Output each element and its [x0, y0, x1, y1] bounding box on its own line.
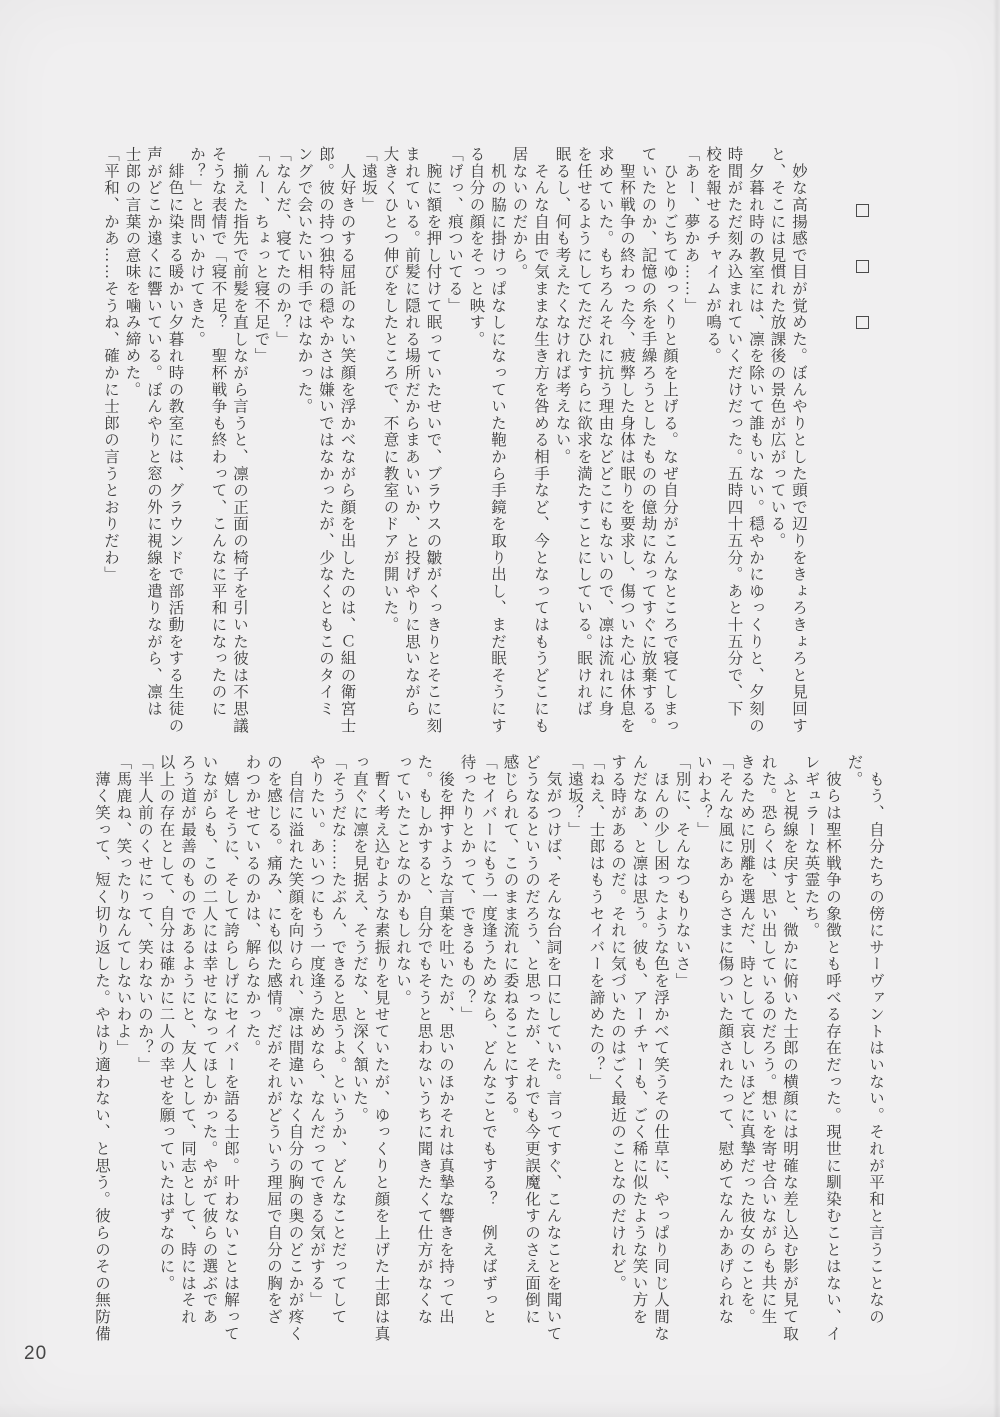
text-line: だ。: [845, 754, 863, 788]
text-line: やりたい。あいつにもう一度逢うためなら、なんだってできる気がする」: [308, 754, 325, 1309]
text-line: 「げっ、痕ついてる」: [446, 146, 463, 314]
text-line: ほんの少し困ったような色を浮かべて笑うその仕草に、やっぱり同じ人間な: [652, 754, 669, 1342]
text-line: きるために別離を選んだ、時として哀しいほどに真摯だった彼女のことを。: [738, 754, 755, 1326]
text-line: 「んー、ちょっと寝不足で」: [252, 146, 270, 365]
section-divider-square-icon: [856, 204, 869, 217]
text-line: ングで会いたい相手ではなかった。: [295, 146, 313, 415]
text-line: 「遠坂？」: [566, 754, 583, 838]
text-line: 眠るし、何も考えたくなければ考えない。: [553, 146, 571, 466]
text-line: 机の脇に掛けっぱなしになっていた鞄から手鏡を取り出し、まだ眠そうにす: [489, 146, 506, 734]
text-line: 「セイバーにもう一度逢うためなら、どんなことでもする？ 例えばずっと: [480, 754, 497, 1326]
page-edge-shadow: [993, 0, 1000, 1417]
text-line: ろう道が最善のものであるようにと、友人として、同志として、時にはそれ: [179, 754, 196, 1326]
text-line: 「半人前のくせにって、笑わないのか？」: [136, 754, 153, 1074]
text-line: 求めていた。もちろんそれに抗う理由などどこにもないので、凛は流れに身: [596, 146, 614, 718]
text-line: っ直ぐに凛を見据え、そうだな、と深く頷いた。: [351, 754, 368, 1124]
section-divider-square-icon: [856, 316, 869, 329]
page-bottom-shadow: [0, 1403, 1000, 1417]
text-line: っていたことなのかもしれない。: [394, 754, 411, 1006]
text-line: 校を報せるチャイムが鳴る。: [704, 146, 721, 365]
text-line: んだなあ、と凛は思う。彼も、アーチャーも、ごく稀に似たような笑い方を: [630, 754, 648, 1326]
text-line: 嬉しそうに、そして誇らしげにセイバーを語る士郎。叶わないことは解って: [222, 754, 239, 1342]
text-line: 「平和、かあ……そうね、確かに士郎の言うとおりだわ」: [102, 146, 119, 583]
page-number: 20: [24, 1343, 48, 1364]
lower-text-block: [86, 754, 886, 1360]
text-line: 薄く笑って、短く切り返した。やはり適わない、と思う。彼らのその無防備: [93, 754, 110, 1342]
text-line: いながらも、この二人には幸せになってほしかった。やがて彼らの選ぶであ: [200, 754, 218, 1326]
text-line: レギュラーな英霊たち。: [802, 754, 820, 939]
text-line: 妙な高揚感で目が覚めた。ぼんやりとした頭で辺りをきょろきょろと見回す: [790, 146, 807, 734]
text-line: 郎。彼の持つ独特の穏やかさは嫌いではなかったが、少なくともこのタイミ: [317, 146, 334, 718]
text-line: 待ったりとかって、できるもの？」: [458, 754, 476, 1023]
text-line: れた。恐らくは、思い出しているのだろう。想いを寄せ合いながらも共に生: [759, 754, 777, 1326]
text-line: 士郎の言葉の意味を噛み締めた。: [123, 146, 141, 398]
text-line: 大きくひとつ伸びをしたところで、不意に教室のドアが開いた。: [381, 146, 399, 634]
text-line: 後を押すような言葉を吐いたが、思いのほかそれは真摯な響きを持って出: [437, 754, 454, 1326]
text-line: か？」と問いかけてきた。: [188, 146, 205, 348]
text-line: もう、自分たちの傍にサーヴァントはいない。それが平和と言うことなの: [867, 754, 884, 1326]
text-line: 「なんだ、寝てたのか？」: [274, 146, 291, 348]
text-line: た。もしかすると、自分でもそうと思わないうちに聞きたくて仕方がなくな: [415, 754, 433, 1326]
text-line: 「あー、夢かあ……」: [682, 146, 700, 314]
text-line: 「馬鹿ね、笑ったりなんてしないわよ」: [114, 754, 132, 1057]
text-line: そうな表情で「寝不足？ 聖杯戦争も終わって、こんなに平和になったのに: [209, 146, 227, 718]
text-line: る自分の顔をそっと映す。: [467, 146, 485, 348]
text-line: 揃えた指先で前髪を直しながら言うと、凛の正面の椅子を引いた彼は不思議: [231, 146, 248, 734]
text-line: 「遠坂」: [360, 146, 377, 214]
text-line: 居ないのだから。: [510, 146, 528, 281]
text-line: と、そこには見慣れた放課後の景色が広がっている。: [768, 146, 786, 550]
text-line: のを感じる。痛み、にも似た感情。だがそれがどういう理屈で自分の胸をざ: [265, 754, 282, 1326]
text-line: ていたのか、記憶の糸を手繰ろうとしたものの億劫になってすぐに放棄する。: [639, 146, 657, 734]
text-line: 気がつけば、そんな台詞を口にしていた。言ってすぐ、こんなことを聞いて: [544, 754, 562, 1342]
text-line: 夕暮れ時の教室には、凛を除いて誰もいない。穏やかにゆっくりと、夕刻の: [747, 146, 764, 734]
text-line: 自信に溢れた笑顔を向けられ、凛は間違いなく自分の胸の奥のどこかが疼く: [286, 754, 304, 1342]
text-line: ふと視線を戻すと、微かに俯いた士郎の横顔には明確な差し込む影が見て取: [781, 754, 798, 1342]
text-line: する時があるのだ。それに気づいたのはごく最近のことなのだけれど。: [609, 754, 626, 1292]
text-line: 腕に額を押し付けて眠っていたせいで、ブラウスの皺がくっきりとそこに刻: [424, 146, 442, 734]
text-line: 聖杯戦争の終わった今、疲弊した身体は眠りを要求し、傷ついた心は休息を: [618, 146, 635, 734]
text-line: ひとりごちてゆっくりと顔を上げる。なぜ自分がこんなところで寝てしまっ: [661, 146, 678, 734]
text-line: 暫く考え込むような素振りを見せていたが、ゆっくりと顔を上げた士郎は真: [372, 754, 390, 1342]
text-line: わつかせているのかは、解らなかった。: [243, 754, 261, 1057]
text-line: を任せるようにしてただひたすらに欲求を満たすことにしている。眠ければ: [575, 146, 592, 718]
upper-text-block: [95, 146, 809, 752]
text-line: 「ねえ、士郎はもうセイバーを諦めたの？」: [587, 754, 605, 1090]
text-line: 時間がただ刻み込まれていくだけだった。五時四十五分。あと十五分で、下: [725, 146, 743, 718]
text-line: 声がどこか遠くに響いている。ぼんやりと窓の外に視線を遣りながら、凛は: [145, 146, 162, 718]
text-line: 「別に、そんなつもりないさ」: [673, 754, 691, 990]
text-line: どうなるというのだろう、と思ったが、それでも今更誤魔化すのさえ面倒に: [523, 754, 540, 1326]
text-line: 人好きのする屈託のない笑顔を浮かべながら顔を出したのは、Ｃ組の衛宮士: [338, 146, 356, 734]
text-line: 「そんな風にあからさまに傷ついた顔されたって、慰めてなんかあげられな: [716, 754, 734, 1326]
text-line: 以上の存在として、自分は確かに二人の幸せを願っていたはずなのに。: [157, 754, 175, 1292]
text-line: 「そうだな……たぶん、できると思うよ。というか、どんなことだってして: [329, 754, 347, 1326]
text-line: そんな自由で気ままな生き方を咎める相手など、今となってはもうどこにも: [532, 146, 549, 734]
section-divider: [856, 204, 869, 372]
text-line: まれている。前髪に隠れる場所だからまあいいか、と投げやりに思いながら: [403, 146, 420, 718]
text-line: 感じられて、このまま流れに委ねることにする。: [501, 754, 519, 1124]
text-line: 緋色に染まる暖かい夕暮れ時の教室には、グラウンドで部活動をする生徒の: [166, 146, 184, 734]
text-line: いわよ？」: [695, 754, 712, 838]
text-line: 彼らは聖杯戦争の象徴とも呼べる存在だった。現世に馴染むことはない、イ: [824, 754, 841, 1342]
section-divider-square-icon: [856, 260, 869, 273]
